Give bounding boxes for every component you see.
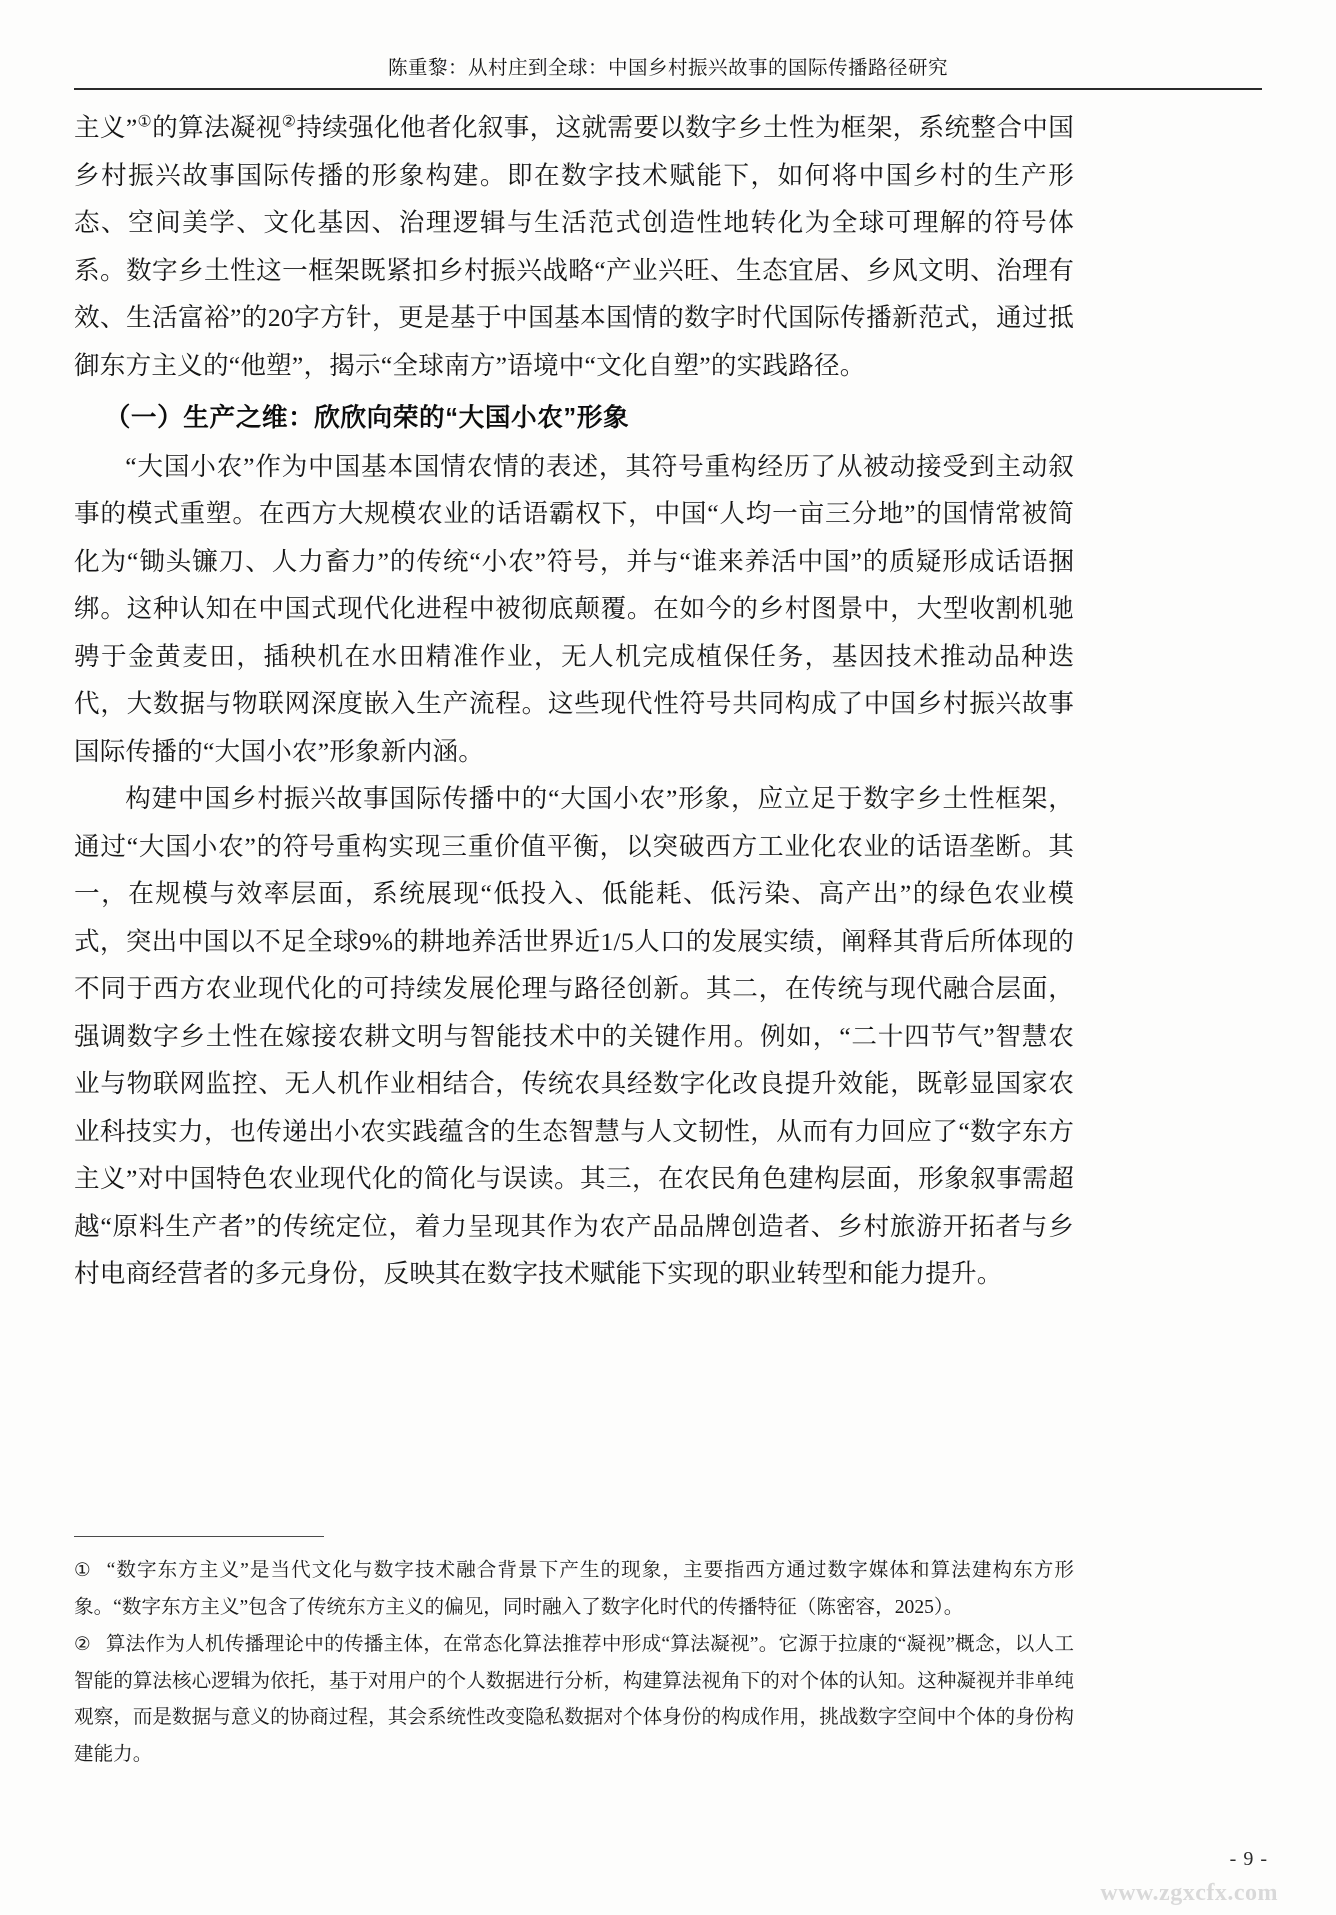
body-column [74, 104, 1074, 1298]
page-number: - 9 - [1229, 1848, 1268, 1870]
paragraph-1-segment-3: 持续强化他者化叙事，这就需要以数字乡土性为框架，系统整合中国乡村振兴故事国际传播的形象构建。即在数字技术赋能下，如何将中国乡村的生产形态、空间美学、文化基因、治理逻辑与生活范式创造性地转化为全球可理解的符号体系。数字乡土性这一框架既紧扣乡村振兴战略“产业兴旺、生态宜居、乡风文明、治理有效、生活富裕”的20字方针，更是基于中国基本国情的数字时代国际传播新范式，通过抵御东方主义的“他塑”，揭示“全球南方”语境中“文化自塑”的实践路径。 [74, 113, 1074, 380]
running-head: 陈重黎：从村庄到全球：中国乡村振兴故事的国际传播路径研究 [387, 58, 948, 79]
section-heading: （一）生产之维：欣欣向荣的“大国小农”形象 [104, 404, 630, 432]
footnote-marker: ② [74, 1634, 91, 1655]
footnote-item [74, 1553, 1074, 1626]
paragraph-continued [74, 104, 1074, 389]
paragraph-1-segment-2: 的算法凝视 [152, 113, 282, 142]
footnote-text: “数字东方主义”是当代文化与数字技术融合背景下产生的现象，主要指西方通过数字媒体和算法建构东方形象。“数字东方主义”包含了传统东方主义的偏见，同时融入了数字化时代的传播特征（陈密容，2025）。 [74, 1560, 1074, 1618]
footnote-ref-1[interactable]: ① [137, 111, 153, 131]
footnote-separator-rule [74, 1536, 324, 1537]
paragraph-1-segment-1: 主义” [74, 113, 138, 142]
footnote-ref-2[interactable]: ② [281, 111, 297, 131]
footnote-marker: ① [74, 1560, 92, 1581]
footnote-text: 算法作为人机传播理论中的传播主体，在常态化算法推荐中形成“算法凝视”。它源于拉康的“凝视”概念，以人工智能的算法核心逻辑为依托，基于对用户的个人数据进行分析，构建算法视角下的对个体的认知。这种凝视并非单纯观察，而是数据与意义的协商过程，其会系统性改变隐私数据对个体身份的构成作用，挑战数字空间中个体的身份构建能力。 [74, 1634, 1074, 1765]
header-rule [74, 88, 1262, 90]
footnotes-block [74, 1553, 1074, 1774]
paragraph-3: 构建中国乡村振兴故事国际传播中的“大国小农”形象，应立足于数字乡土性框架，通过“大国小农”的符号重构实现三重价值平衡，以突破西方工业化农业的话语垄断。其一，在规模与效率层面，系统展现“低投入、低能耗、低污染、高产出”的绿色农业模式，突出中国以不足全球9%的耕地养活世界近1/5人口的发展实绩，阐释其背后所体现的不同于西方农业现代化的可持续发展伦理与路径创新。其二，在传统与现代融合层面，强调数字乡土性在嫁接农耕文明与智能技术中的关键作用。例如，“二十四节气”智慧农业与物联网监控、无人机作业相结合，传统农具经数字化改良提升效能，既彰显国家农业科技实力，也传递出小农实践蕴含的生态智慧与人文韧性，从而有力回应了“数字东方主义”对中国特色农业现代化的简化与误读。其三，在农民角色建构层面，形象叙事需超越“原料生产者”的传统定位，着力呈现其作为农产品品牌创造者、乡村旅游开拓者与乡村电商经营者的多元身份，反映其在数字技术赋能下实现的职业转型和能力提升。 [74, 784, 1074, 1288]
watermark: www.zgxcfx.com [1100, 1880, 1278, 1906]
footnote-item [74, 1627, 1074, 1773]
paragraph-2: “大国小农”作为中国基本国情农情的表述，其符号重构经历了从被动接受到主动叙事的模式重塑。在西方大规模农业的话语霸权下，中国“人均一亩三分地”的国情常被简化为“锄头镰刀、人力畜力”的传统“小农”符号，并与“谁来养活中国”的质疑形成话语捆绑。这种认知在中国式现代化进程中被彻底颠覆。在如今的乡村图景中，大型收割机驰骋于金黄麦田，插秧机在水田精准作业，无人机完成植保任务，基因技术推动品种迭代，大数据与物联网深度嵌入生产流程。这些现代性符号共同构成了中国乡村振兴故事国际传播的“大国小农”形象新内涵。 [74, 451, 1074, 766]
